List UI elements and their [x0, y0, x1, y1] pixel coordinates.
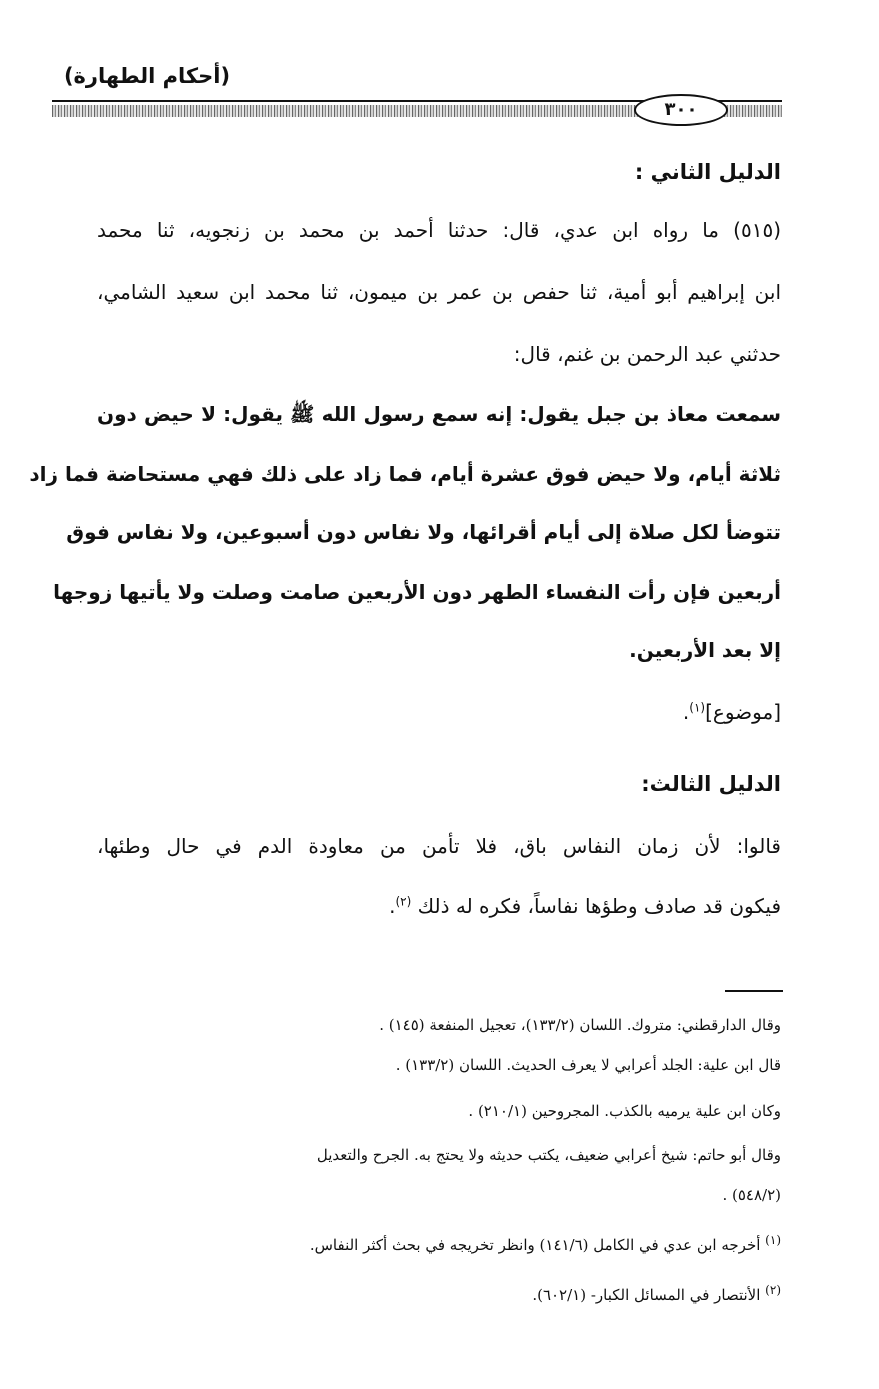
hadith-number: (٥١٥) [733, 218, 781, 242]
hadith-grade: [موضوع] [705, 700, 781, 724]
footnote-separator [725, 990, 783, 992]
third-evidence-line-2 [97, 884, 781, 928]
third-period: . [389, 894, 396, 918]
narration-line-3: حدثني عبد الرحمن بن غنم، قال: [513, 342, 781, 366]
matn-line-2: ثلاثة أيام، ولا حيض فوق عشرة أيام، فما زاد على ذلك فهي مستحاضة فما زاد [29, 462, 781, 486]
footnote-ref-1: (١) [689, 700, 706, 715]
running-head-title: (أحكام الطهارة) [63, 64, 231, 88]
footnote-continuation-3: وكان ابن علية يرميه بالكذب. المجروحين (٢١٠/١) . [468, 1102, 781, 1120]
grade-period: . [682, 700, 690, 724]
heading-second-evidence: الدليل الثاني : [634, 160, 781, 184]
footnote-1-text: أخرجه ابن عدي في الكامل (١٤١/٦) وانظر تخريجه في بحث أكثر النفاس. [309, 1236, 761, 1254]
third-evidence-line-1: قالوا: لأن زمان النفاس باق، فلا تأمن من معاودة الدم في حال وطئها، [97, 834, 781, 858]
matn-line-1: سمعت معاذ بن جبل يقول: إنه سمع رسول الله ﷺ يقول: لا حيض دون [97, 402, 781, 426]
hadith-grade-line [97, 690, 781, 734]
footnote-1-marker: (١) [765, 1233, 781, 1247]
third-evidence-text-2: فيكون قد صادف وطؤها نفاساً، فكره له ذلك [417, 894, 781, 918]
narration-text-1: ما رواه ابن عدي، قال: حدثنا أحمد بن محمد بن زنجويه، ثنا محمد [97, 218, 719, 242]
footnote-2 [97, 1280, 781, 1310]
footnote-continuation-1: وقال الدارقطني: متروك. اللسان (١٣٣/٢)، تعجيل المنفعة (١٤٥) . [379, 1016, 781, 1034]
matn-line-4: أربعين فإن رأت النفساء الطهر دون الأربعين صامت وصلت ولا يأتيها زوجها [53, 580, 781, 604]
heading-third-evidence: الدليل الثالث: [641, 772, 781, 796]
footnote-1 [97, 1230, 781, 1260]
footnote-continuation-4: وقال أبو حاتم: شيخ أعرابي ضعيف، يكتب حديثه ولا يحتج به. الجرح والتعديل [316, 1146, 781, 1164]
footnote-ref-2: (٢) [395, 894, 412, 909]
matn-line-5: إلا بعد الأربعين. [629, 638, 781, 662]
footnote-2-marker: (٢) [765, 1283, 781, 1297]
page-number-badge: ٣٠٠ [634, 94, 728, 126]
footnote-continuation-2: قال ابن علية: الجلد أعرابي لا يعرف الحديث. اللسان (١٣٣/٢) . [395, 1056, 781, 1074]
matn-line-3: تتوضأ لكل صلاة إلى أيام أقرائها، ولا نفاس دون أسبوعين، ولا نفاس فوق [66, 520, 781, 544]
footnote-2-text: الأنتصار في المسائل الكبار- (٦٠٢/١). [532, 1286, 761, 1304]
narration-line-2: ابن إبراهيم أبو أمية، ثنا حفص بن عمر بن ميمون، ثنا محمد ابن سعيد الشامي، [97, 280, 781, 304]
footnote-continuation-5: (٥٤٨/٢) . [722, 1186, 781, 1204]
narration-line-1 [97, 208, 781, 252]
